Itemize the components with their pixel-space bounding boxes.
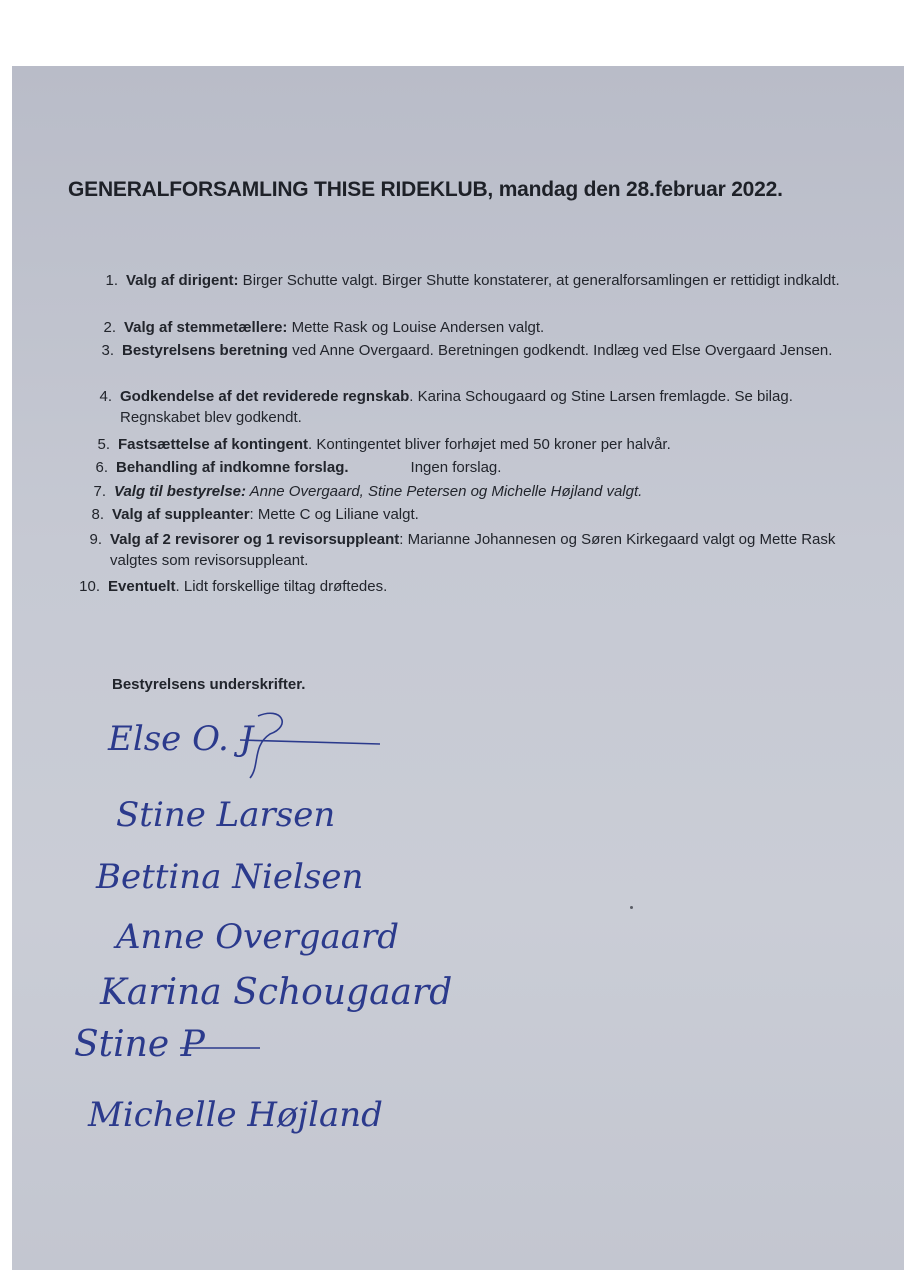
item-number: 5.	[97, 436, 110, 453]
item-heading: Valg af stemmetællere:	[124, 319, 288, 336]
item-text: ved Anne Overgaard. Beretningen godkendt. Indlæg ved Else Overgaard Jensen.	[287, 342, 833, 359]
item-number: 8.	[91, 506, 104, 523]
item-number: 6.	[95, 459, 108, 476]
item-text: Birger Schutte valgt. Birger Shutte konstaterer, at generalforsamlingen er rettidigt indkaldt.	[238, 272, 840, 289]
signature-anne-overgaard: Anne Overgaard	[116, 917, 400, 957]
item-number: 10.	[79, 578, 100, 595]
signatures-area	[12, 66, 904, 1270]
signature-michelle-hojland: Michelle Højland	[88, 1095, 383, 1135]
item-text: : Marianne Johannesen og Søren Kirkegaard valgt og Mette Rask valgtes som revisorsuppleant.	[110, 531, 836, 569]
item-heading: Valg af suppleanter	[112, 506, 250, 523]
item-text: . Karina Schougaard og Stine Larsen fremlagde. Se bilag. Regnskabet blev godkendt.	[120, 388, 793, 426]
signature-else	[107, 713, 380, 778]
item-number: 7.	[93, 483, 106, 500]
item-text: : Mette C og Liliane valgt.	[249, 506, 419, 523]
item-heading: Behandling af indkomne forslag.	[116, 459, 349, 476]
paper-speck	[630, 906, 633, 909]
signature-bettina-nielsen: Bettina Nielsen	[96, 857, 364, 897]
signature-stine-p	[74, 1024, 260, 1065]
document-page	[12, 66, 904, 1270]
item-number: 3.	[101, 342, 114, 359]
item-heading: Valg af 2 revisorer og 1 revisorsuppleant	[110, 531, 400, 548]
item-heading: Fastsættelse af kontingent	[118, 436, 309, 453]
item-heading: Bestyrelsens beretning	[122, 342, 288, 359]
item-text: . Lidt forskellige tiltag drøftedes.	[175, 578, 388, 595]
item-heading: Godkendelse af det reviderede regnskab	[120, 388, 410, 405]
document-title: GENERALFORSAMLING THISE RIDEKLUB, mandag den 28.februar 2022.	[68, 178, 783, 201]
item-number: 4.	[99, 388, 112, 405]
signature-stine-larsen: Stine Larsen	[116, 795, 336, 835]
item-number: 2.	[103, 319, 116, 336]
item-number: 9.	[89, 531, 102, 548]
item-text: Anne Overgaard, Stine Petersen og Michelle Højland valgt.	[246, 483, 643, 500]
item-text: Mette Rask og Louise Andersen valgt.	[287, 319, 545, 336]
item-text: . Kontingentet bliver forhøjet med 50 kroner per halvår.	[308, 436, 671, 453]
item-heading: Valg til bestyrelse:	[114, 483, 246, 500]
signatures-heading: Bestyrelsens underskrifter.	[112, 676, 306, 693]
item-heading: Eventuelt	[108, 578, 176, 595]
signature-text: Else O. J	[108, 719, 254, 759]
item-heading: Valg af dirigent:	[126, 272, 239, 289]
item-text: Ingen forslag.	[410, 459, 502, 476]
item-number: 1.	[105, 272, 118, 289]
signature-karina-schougaard: Karina Schougaard	[100, 972, 453, 1013]
signature-text: Stine P	[74, 1024, 205, 1065]
